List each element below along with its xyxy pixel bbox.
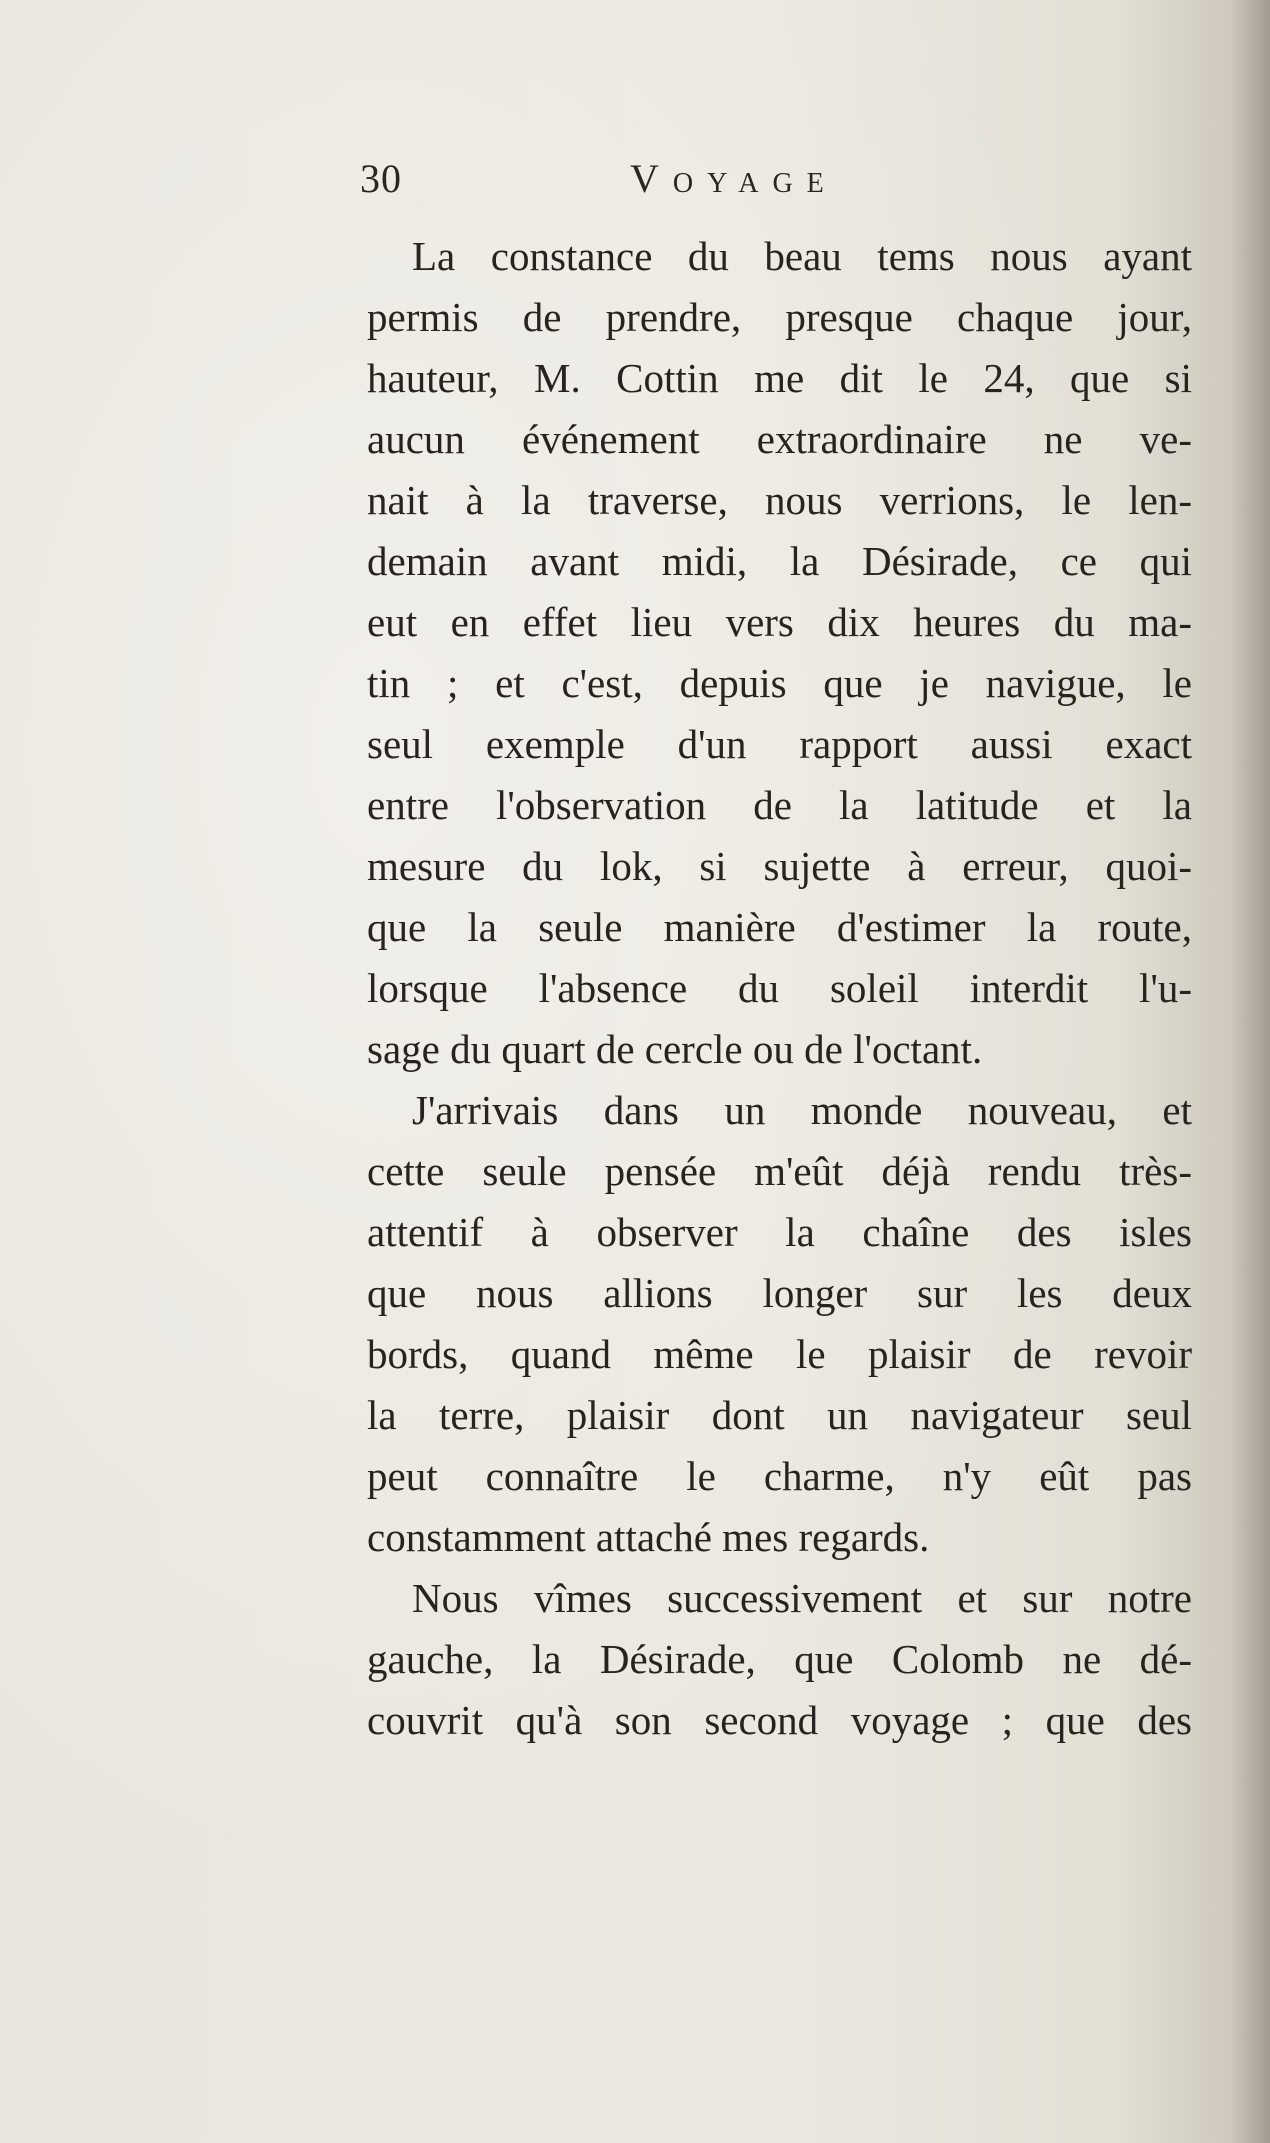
paragraph-1 <box>367 226 1192 1080</box>
text-line: La constance du beau tems nous ayant <box>412 233 1192 279</box>
text-line: permis de prendre, presque chaque jour, <box>367 294 1192 340</box>
text-line: bords, quand même le plaisir de revoir <box>367 1331 1192 1377</box>
text-line: tin ; et c'est, depuis que je navigue, le <box>367 660 1192 706</box>
text-line: que la seule manière d'estimer la route, <box>367 904 1192 950</box>
text-line: gauche, la Désirade, que Colomb ne dé- <box>367 1636 1192 1682</box>
text-line: sage du quart de cercle ou de l'octant. <box>367 1026 983 1072</box>
text-line: cette seule pensée m'eût déjà rendu très- <box>367 1148 1192 1194</box>
text-line: demain avant midi, la Désirade, ce qui <box>367 538 1192 584</box>
text-line: la terre, plaisir dont un navigateur seul <box>367 1392 1192 1438</box>
text-line: entre l'observation de la latitude et la <box>367 782 1192 828</box>
page-header <box>360 155 1200 215</box>
text-line: nait à la traverse, nous verrions, le len- <box>367 477 1192 523</box>
body-text <box>367 226 1192 1751</box>
text-line: aucun événement extraordinaire ne ve- <box>367 416 1192 462</box>
running-head: Voyage <box>630 156 838 201</box>
text-line: constamment attaché mes regards. <box>367 1514 930 1560</box>
text-line: mesure du lok, si sujette à erreur, quoi- <box>367 843 1192 889</box>
text-line: hauteur, M. Cottin me dit le 24, que si <box>367 355 1192 401</box>
page-number: 30 <box>360 156 402 201</box>
text-line: lorsque l'absence du soleil interdit l'u- <box>367 965 1192 1011</box>
paragraph-3 <box>367 1568 1192 1751</box>
text-line: que nous allions longer sur les deux <box>367 1270 1192 1316</box>
text-line: eut en effet lieu vers dix heures du ma- <box>367 599 1192 645</box>
text-line: Nous vîmes successivement et sur notre <box>412 1575 1192 1621</box>
text-line: attentif à observer la chaîne des isles <box>367 1209 1192 1255</box>
paragraph-2 <box>367 1080 1192 1568</box>
page-gutter-shadow <box>1230 0 1270 2143</box>
text-line: J'arrivais dans un monde nouveau, et <box>412 1087 1192 1133</box>
text-line: seul exemple d'un rapport aussi exact <box>367 721 1192 767</box>
text-line: peut connaître le charme, n'y eût pas <box>367 1453 1192 1499</box>
text-line: couvrit qu'à son second voyage ; que des <box>367 1697 1192 1743</box>
